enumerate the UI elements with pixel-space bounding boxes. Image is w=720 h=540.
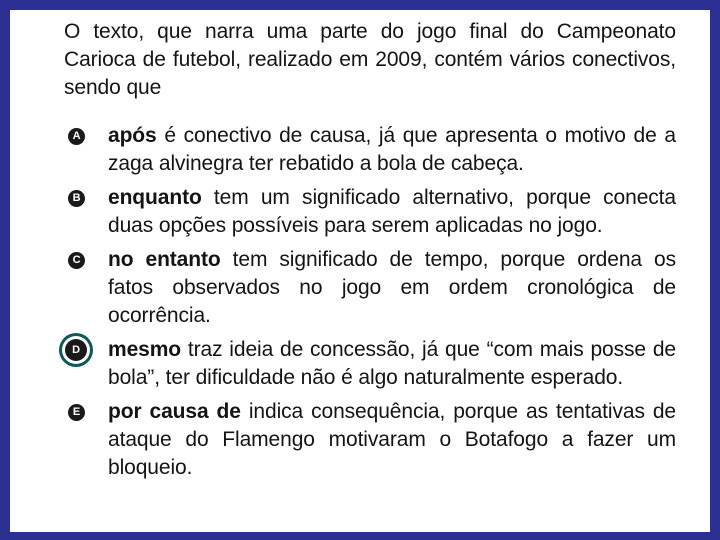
- option-a: [64, 122, 676, 178]
- option-e-text: indica consequência, porque as tentativas de ataque do Flamengo motivaram o Botafogo a fazer um bloqueio.: [108, 400, 676, 479]
- option-letter-e-badge: E: [68, 404, 85, 421]
- option-a-keyword: após: [108, 124, 157, 147]
- question-statement: O texto, que narra uma parte do jogo final do Campeonato Carioca de futebol, realizado em 2009, contém vários conectivos, sendo que: [64, 20, 676, 99]
- option-letter-c-badge: C: [68, 252, 85, 269]
- option-c-text: tem significado de tempo, porque ordena os fatos observados no jogo em ordem cronológica de ocorrência.: [108, 248, 676, 327]
- option-a-text: é conectivo de causa, já que apresenta o motivo de a zaga alvinegra ter rebatido a bola de cabeça.: [108, 124, 676, 175]
- question-block: [64, 18, 676, 482]
- option-letter-a-badge: A: [68, 128, 85, 145]
- option-d: [64, 336, 676, 392]
- option-d-text: traz ideia de concessão, já que “com mais posse de bola”, ter dificuldade não é algo naturalmente esperado.: [108, 338, 676, 389]
- option-letter-b-badge: B: [68, 190, 85, 207]
- option-b: [64, 184, 676, 240]
- option-e-keyword: por causa de: [108, 400, 241, 423]
- option-d-keyword: mesmo: [108, 338, 182, 361]
- answer-options: [64, 122, 676, 482]
- option-b-text: tem um significado alternativo, porque conecta duas opções possíveis para serem aplicadas no jogo.: [108, 186, 676, 237]
- option-b-keyword: enquanto: [108, 186, 202, 209]
- option-letter-d-badge-highlighted: D: [65, 339, 87, 361]
- option-e: [64, 398, 676, 482]
- option-c: [64, 246, 676, 330]
- option-c-keyword: no entanto: [108, 248, 221, 271]
